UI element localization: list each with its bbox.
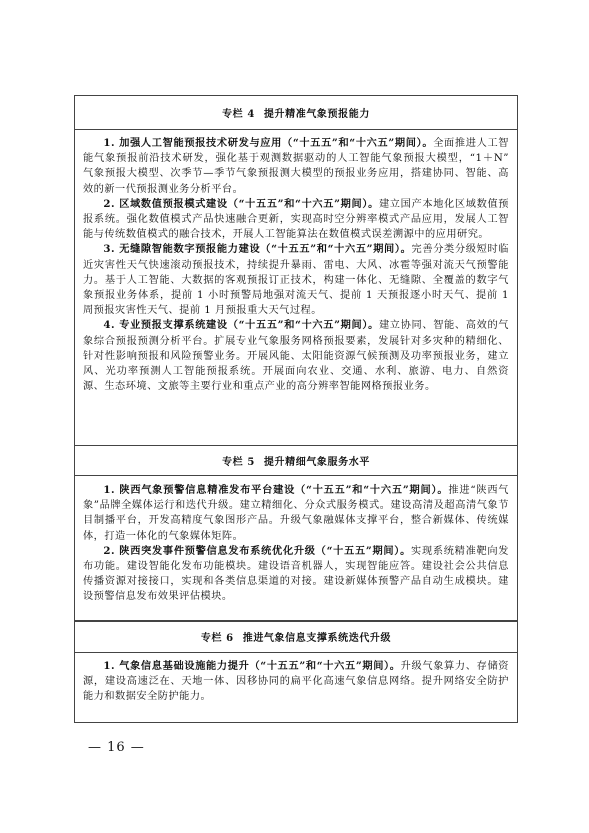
paragraph-text: 推进“陕西气象”品牌全媒体运行和迭代升级。建立精细化、分众式服务模式。建设高清及超高清气象节目制播平台，开发高精度气象图形产品。升级气象融媒体支撑平台，整合新媒体、传统媒体，打造一体化的气象媒体矩阵。 [83,485,509,542]
paragraph-lead: 1. 加强人工智能预报技术研发与应用（“十五五”和“十六五”期间）。 [103,137,434,149]
section-number: 专栏 5 [222,456,255,468]
paragraph-lead: 4. 专业预报支撑系统建设（“十五五”和“十六五”期间）。 [103,319,379,332]
paragraph-text: 建立国产本地化区域数值预报系统。强化数值模式产品快速融合更新，实现高时空分辨率模式产品应用，发展人工智能与传统数值模式的融合技术，开展人工智能算法在数值模式误差溯源中的应用研究。 [83,198,509,241]
paragraph-text: 完善分类分级短时临近灾害性天气快速滚动预报技术，持续提升暴雨、雷电、大风、冰雹等强对流天气预警能力。基于人工智能、大数据的客观预报订正技术，构建一体化、无缝隙、全覆盖的数字气象预报业务体系，提前 1 小时预警局地强对流天气、提前 1 天预报逐小时天气、提前 1 周预报灾害性天气、提前 1 月预报重大天气过程。 [83,244,509,317]
paragraph [83,483,509,544]
paragraph [83,318,509,394]
paragraph-text: 全面推进人工智能气象预报前沿技术研发，强化基于观测数据驱动的人工智能气象预报大模型，“1＋N” 气象预报大模型、次季节—季节气象预报测大模型的预报业务应用，搭建协同、智能、高效的新一代预报测业务分析平台。 [83,138,509,195]
section-body [83,483,509,605]
section-body [83,136,509,394]
paragraph-lead: 2. 区域数值预报模式建设（“十五五”和“十六五”期间）。 [103,197,379,210]
paragraph-lead: 1. 气象信息基础设施能力提升（“十五五”和“十六五”期间）。 [103,660,401,672]
section-heading [75,445,517,475]
heading-divider [75,475,517,476]
paragraph-text: 建立协同、智能、高效的气象综合预报预测分析平台。扩展专业气象服务网格预报要素，发展针对多灾种的精细化、针对性影响预报和风险预警业务。开展风能、太阳能资源气候预测及功率预报业务，建立风、光功率预测人工智能预报系统。开展面向农业、交通、水利、旅游、电力、自然资源、生态环境、文旅等主要行业和重点产业的高分辨率智能网格预报业务。 [83,320,509,393]
section-heading [75,96,517,129]
paragraph-text: 实现系统精准靶向发布功能。建设智能化发布功能模块。建设语音机器人，实现智能应答。建设社会公共信息传播资源对接接口，实现和各类信息渠道的对接。建设新媒体预警产品自动生成模块。建设预警信息发布效果评估模块。 [83,545,509,603]
paragraph-lead: 3. 无缝隙智能数字预报能力建设（“十五五”和“十六五”期间）。 [103,243,412,256]
paragraph-text: 升级气象算力、存储资源，建设高速泛在、天地一体、因移协同的扁平化高速气象信息网络。提升网络安全防护能力和数据安全防护能力。 [83,661,509,703]
section-box-6 [74,621,518,723]
page-number: — 16 — [88,740,145,755]
section-title: 提升精准气象预报能力 [263,109,370,120]
paragraph-lead: 2. 陕西突发事件预警信息发布系统优化升级（“十五五”期间）。 [103,544,412,557]
paragraph [83,659,509,705]
section-heading [75,621,517,652]
section-box-4 [74,95,518,621]
paragraph-lead: 1. 陕西气象预警信息精准发布平台建设（“十五五”和“十六五”期间）。 [103,484,449,496]
heading-divider [75,652,517,653]
paragraph [83,242,509,318]
paragraph [83,136,509,197]
paragraph [83,544,509,605]
section-number: 专栏 6 [200,633,234,644]
section-number: 专栏 4 [222,109,255,120]
paragraph [83,197,509,243]
heading-divider [75,129,517,130]
section-title: 推进气象信息支撑系统迭代升级 [242,633,392,644]
section-title: 提升精细气象服务水平 [263,456,370,468]
section-body [83,659,509,705]
